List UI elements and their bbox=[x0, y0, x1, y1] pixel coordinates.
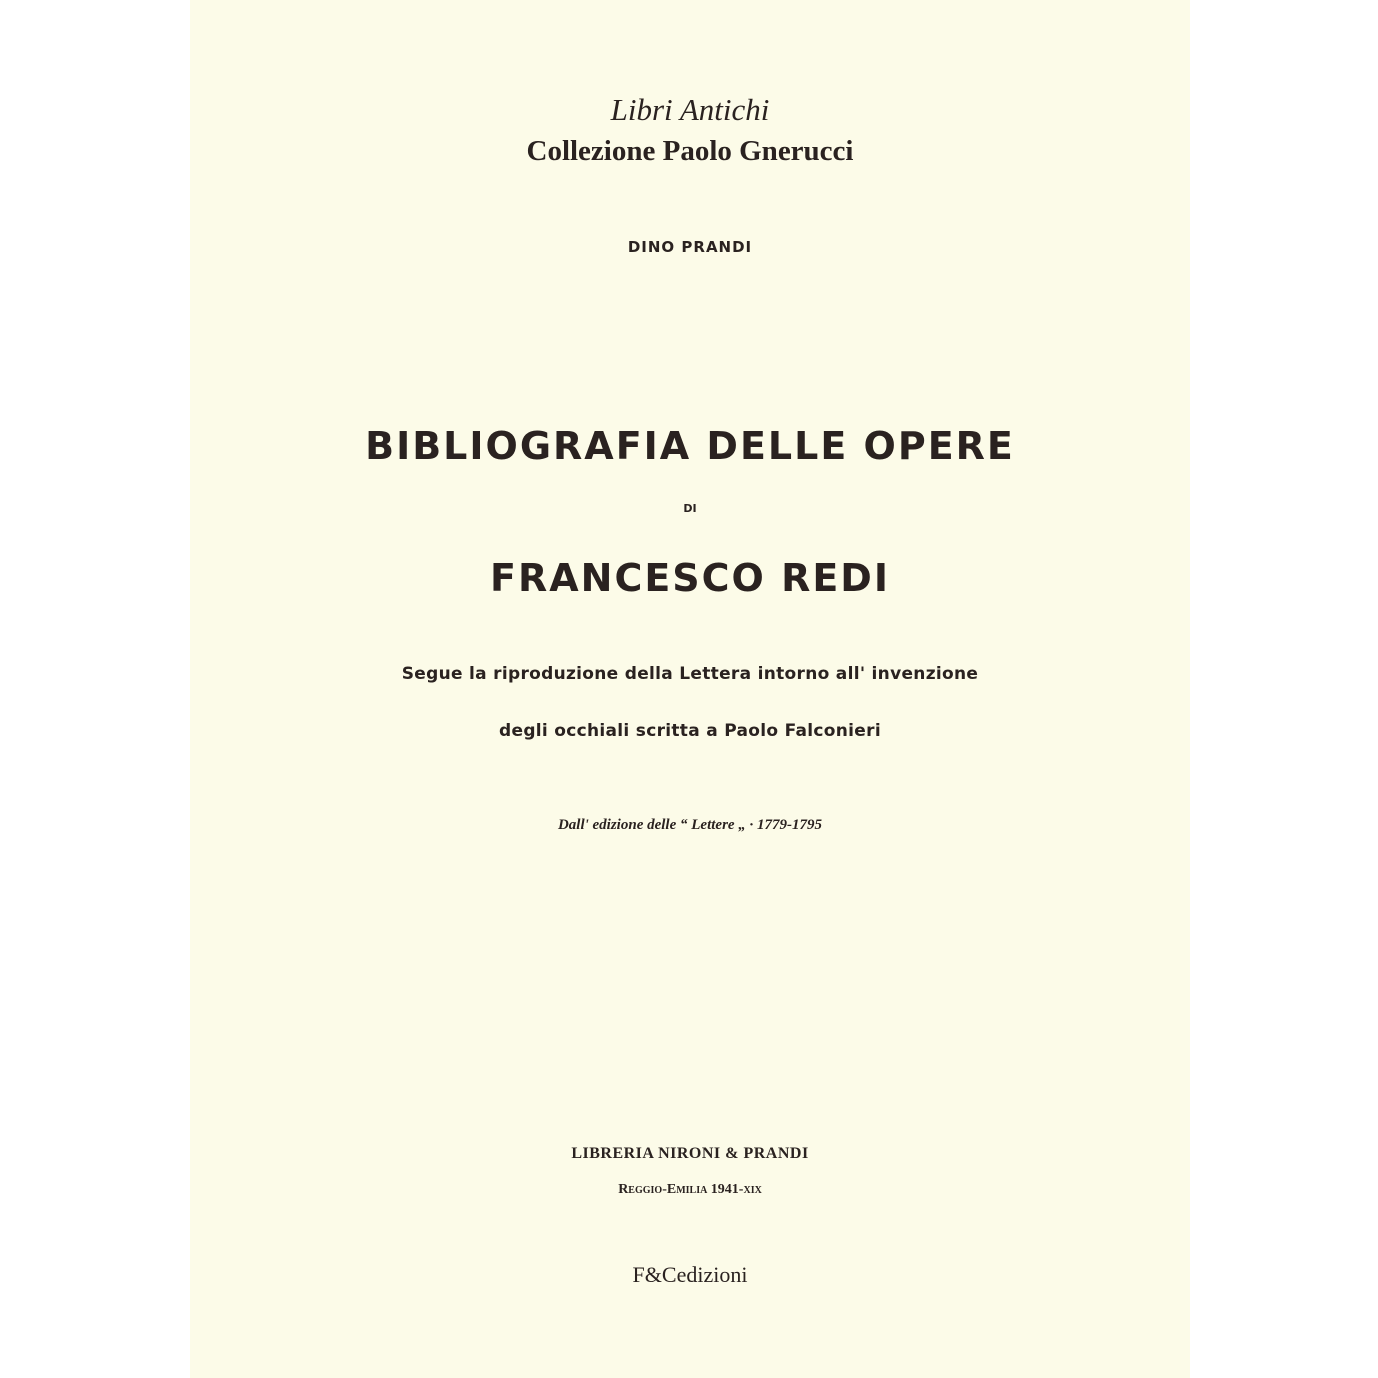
subtitle-line-2: degli occhiali scritta a Paolo Falconieri bbox=[499, 721, 881, 741]
series-title: Libri Antichi bbox=[610, 92, 770, 127]
imprint-name: F&Cedizioni bbox=[632, 1262, 748, 1287]
title-connector: DI bbox=[683, 502, 697, 515]
subtitle-line-1: Segue la riproduzione della Lettera intorno all' invenzione bbox=[401, 664, 979, 684]
edition-note: Dall' edizione delle “ Lettere „ · 1779-1795 bbox=[557, 817, 823, 833]
book-cover-page bbox=[190, 0, 1190, 1378]
book-title-line-2: FRANCESCO REDI bbox=[490, 556, 890, 600]
book-title-line-1: BIBLIOGRAFIA DELLE OPERE bbox=[365, 424, 1015, 468]
publisher-name: LIBRERIA NIRONI & PRANDI bbox=[571, 1145, 809, 1162]
author-name: DINO PRANDI bbox=[627, 238, 753, 256]
publication-place-year: Reggio-Emilia 1941-xix bbox=[618, 1182, 762, 1197]
collection-name: Collezione Paolo Gnerucci bbox=[526, 135, 854, 167]
